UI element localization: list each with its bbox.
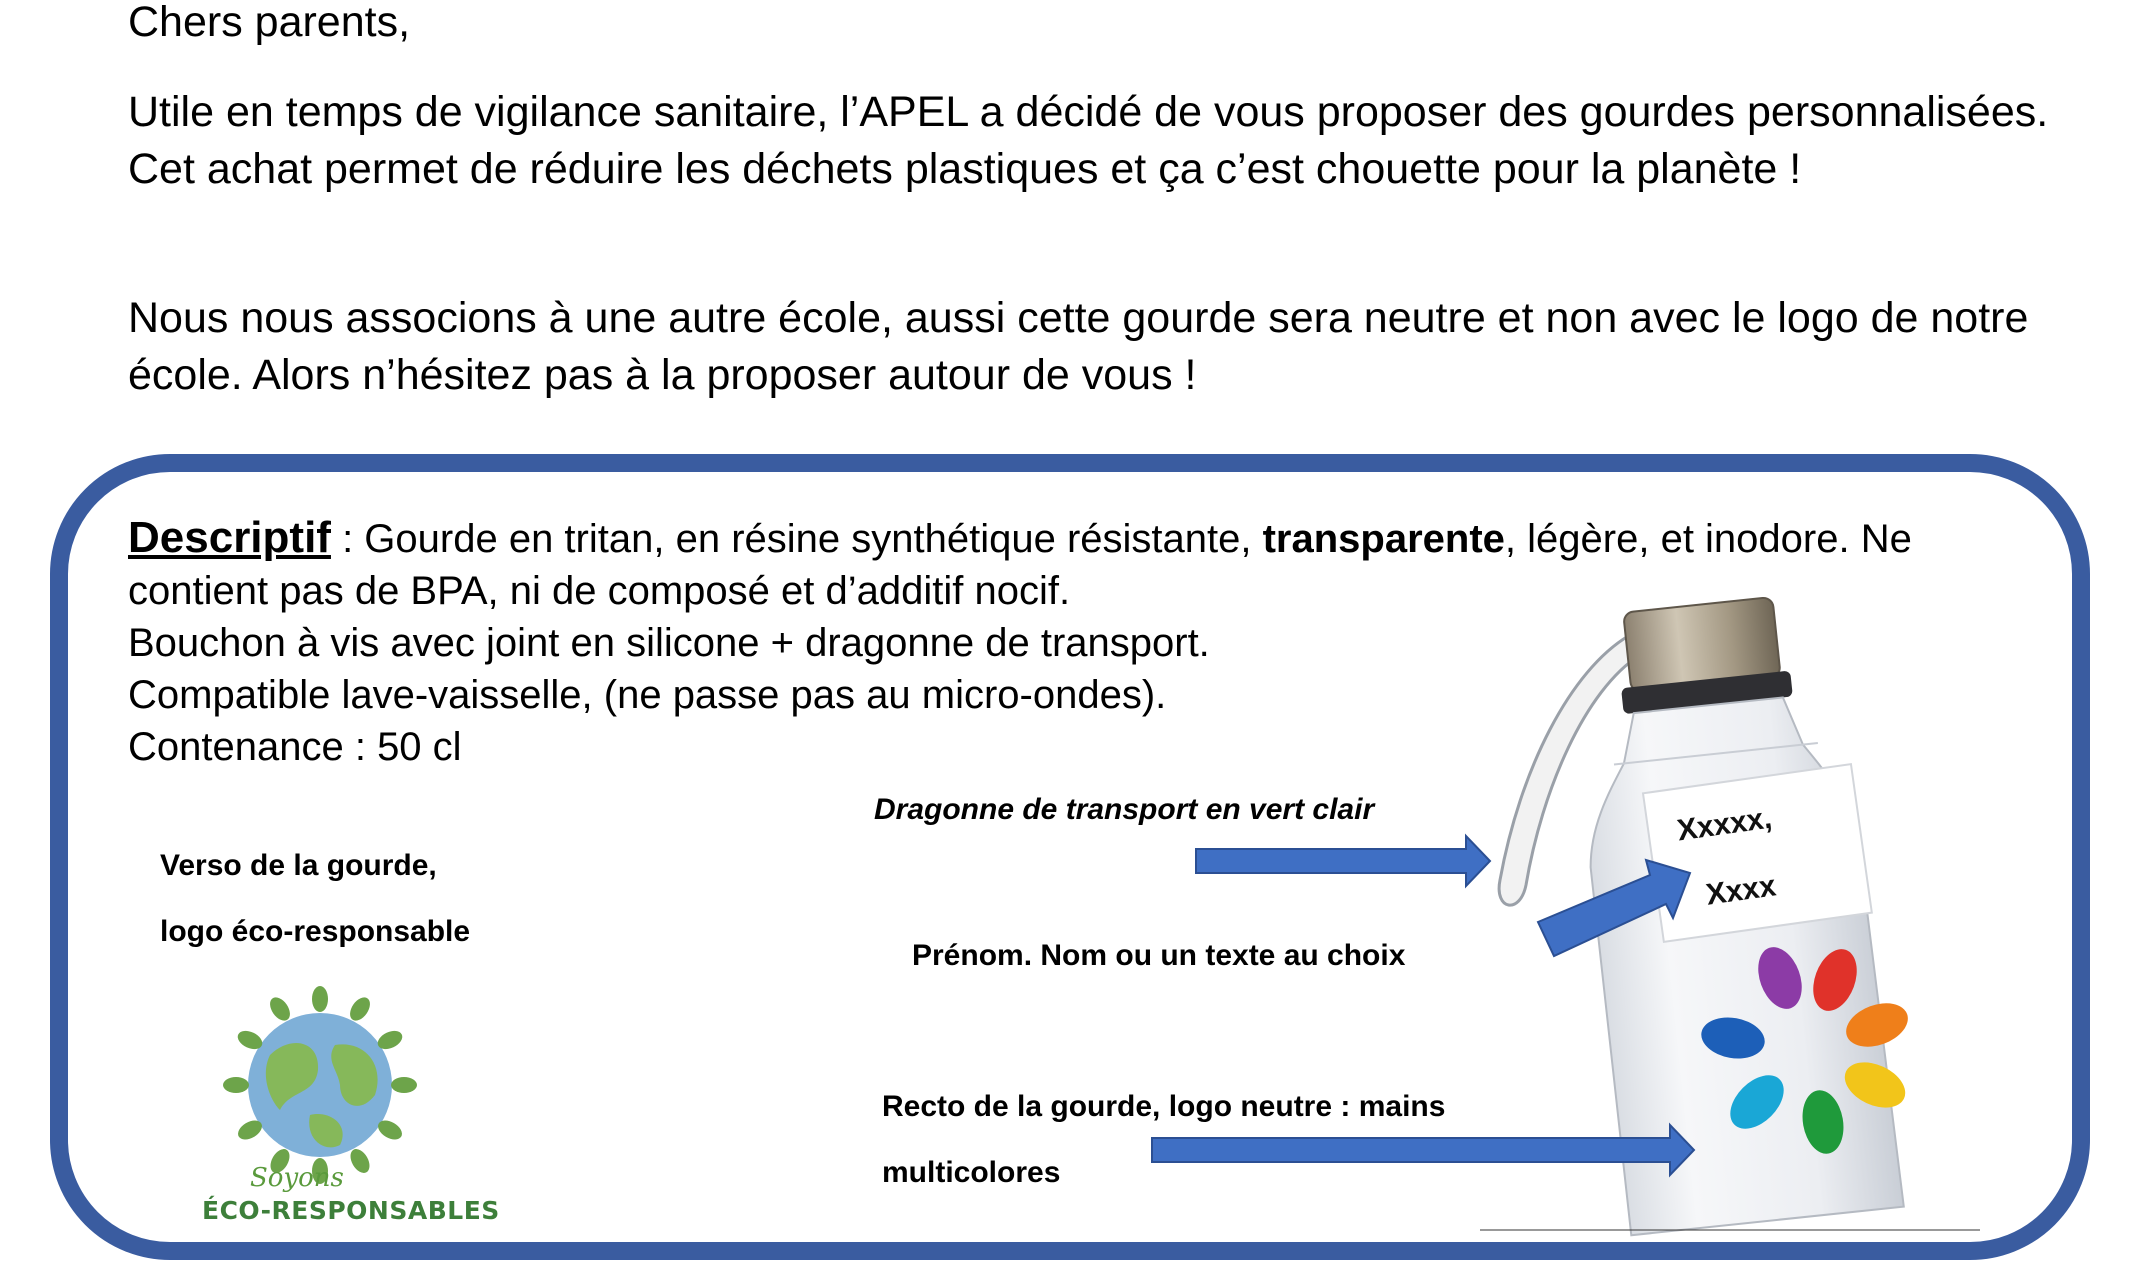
intro-paragraph: Utile en temps de vigilance sanitaire, l’APEL a décidé de vous proposer des gourdes personnalisées. Cet achat permet de réduire les déchets plastiques et ça c’est chouette pour la planète ! <box>128 88 2049 193</box>
verso-caption-line-1: Verso de la gourde, <box>160 849 437 882</box>
description-text-2: , légère, et inodore. Ne contient pas de BPA, ni de composé et d’additif nocif. <box>128 517 1912 613</box>
recto-caption-line-2: multicolores <box>882 1156 1061 1189</box>
bottle-label-line-1: Xxxxx, <box>1675 801 1774 848</box>
arrow-prenom <box>1538 860 1690 956</box>
arrow-dragonne <box>1196 836 1490 886</box>
description-bold-word: transparente <box>1262 517 1505 561</box>
association-paragraph: Nous nous associons à une autre école, aussi cette gourde sera neutre et non avec le logo de notre école. Alors n’hésitez pas à la proposer autour de vous ! <box>128 294 2029 399</box>
description-text-1: Gourde en tritan, en résine synthétique résistante, <box>364 517 1263 561</box>
arrow-recto <box>1152 1125 1694 1175</box>
recto-caption-line-1: Recto de la gourde, logo neutre : mains <box>882 1090 1446 1123</box>
dragonne-caption: Dragonne de transport en vert clair <box>874 793 1375 826</box>
description-line-3: Compatible lave-vaisselle, (ne passe pas au micro-ondes). <box>128 673 1167 717</box>
eco-logo-text: ÉCO-RESPONSABLES <box>202 1196 500 1225</box>
verso-caption-line-2: logo éco-responsable <box>160 915 471 948</box>
eco-logo-soyons: Soyons <box>250 1163 344 1193</box>
description-title: Descriptif <box>128 513 331 562</box>
bottle-label-line-2: Xxxx <box>1703 869 1778 912</box>
description-line-4: Contenance : 50 cl <box>128 725 462 769</box>
greeting: Chers parents, <box>128 0 411 46</box>
description-line-2: Bouchon à vis avec joint en silicone + dragonne de transport. <box>128 621 1210 665</box>
description-separator: : <box>330 517 365 561</box>
prenom-caption: Prénom. Nom ou un texte au choix <box>912 939 1406 972</box>
